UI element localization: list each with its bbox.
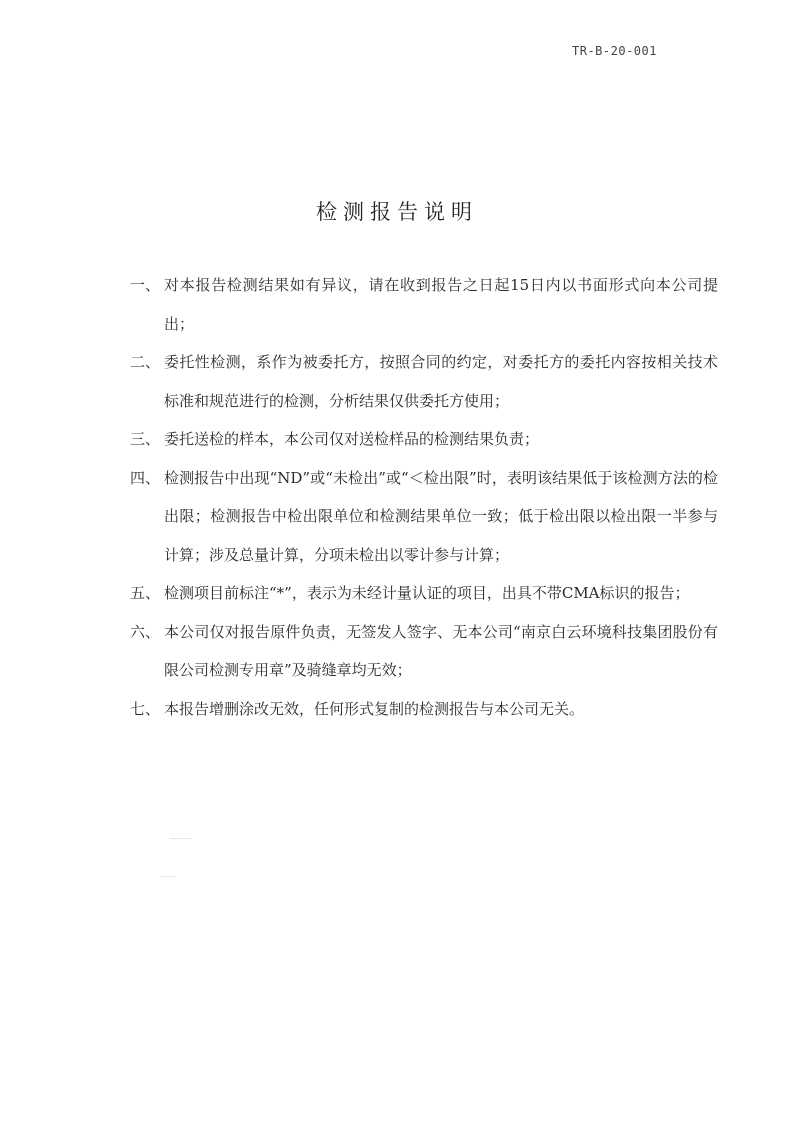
clause-item <box>130 343 718 420</box>
clause-text: 检测项目前标注“*”，表示为未经计量认证的项目，出具不带CMA标识的报告； <box>164 584 690 602</box>
clause-item <box>130 613 718 690</box>
scan-artifact <box>170 838 192 839</box>
clause-number: 一、 <box>130 276 161 294</box>
clause-item <box>130 574 718 613</box>
clause-text: 检测报告中出现“ND”或“未检出”或“＜检出限”时，表明该结果低于该检测方法的检出限；检测报告中检出限单位和检测结果单位一致；低于检出限以检出限一半参与计算；涉及总量计算，分项未检出以零计参与计算； <box>164 468 718 564</box>
clause-number: 七、 <box>130 699 161 718</box>
clause-item <box>130 266 718 343</box>
scan-artifact <box>160 876 176 877</box>
document-code: TR-B-20-001 <box>572 44 657 58</box>
clause-number: 五、 <box>130 584 161 602</box>
clause-number: 三、 <box>130 430 161 448</box>
document-title: 检测报告说明 <box>316 200 478 224</box>
clause-text: 对本报告检测结果如有异议，请在收到报告之日起15日内以书面形式向本公司提出； <box>164 276 718 333</box>
clause-number: 四、 <box>130 468 161 487</box>
clause-text: 本报告增删涂改无效，任何形式复制的检测报告与本公司无关。 <box>164 699 585 718</box>
clause-text: 委托性检测，系作为被委托方，按照合同的约定，对委托方的委托内容按相关技术标准和规范进行的检测，分析结果仅供委托方使用； <box>164 353 718 410</box>
clause-item <box>130 690 718 729</box>
clause-item <box>130 459 718 575</box>
clause-text: 本公司仅对报告原件负责，无签发人签字、无本公司“南京白云环境科技集团股份有限公司检测专用章”及骑缝章均无效； <box>164 622 718 679</box>
clause-number: 二、 <box>130 353 161 371</box>
clause-item <box>130 420 718 459</box>
clause-list <box>130 266 718 728</box>
clause-text: 委托送检的样本，本公司仅对送检样品的检测结果负责； <box>164 430 540 448</box>
clause-number: 六、 <box>130 622 161 641</box>
